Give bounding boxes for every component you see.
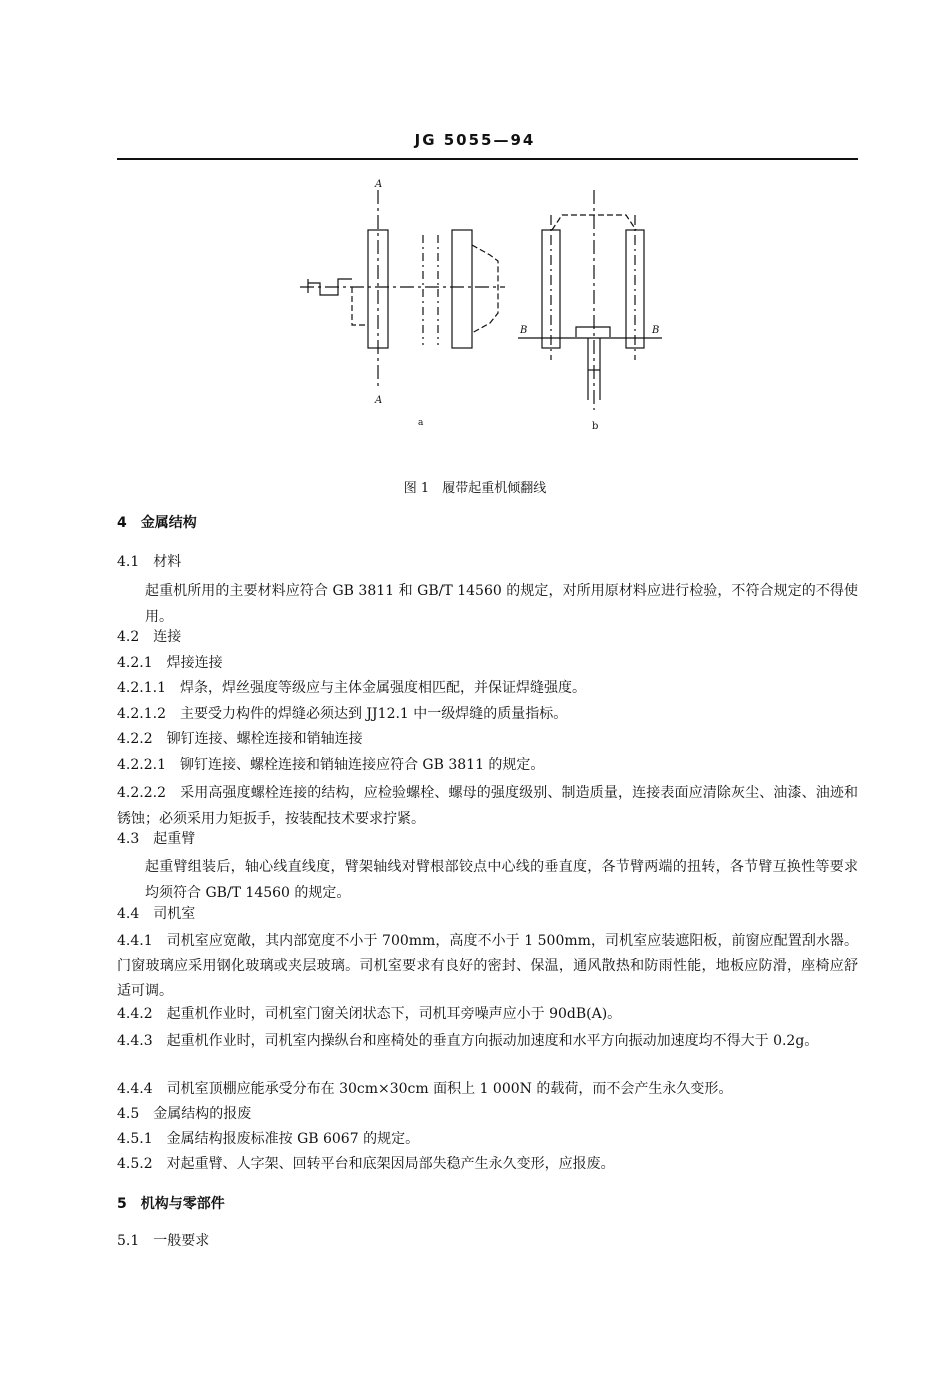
section-4-3-heading: 4.3 起重臂 bbox=[117, 831, 196, 847]
section-5-heading: 5 机构与零部件 bbox=[117, 1196, 225, 1212]
section-4-2-2-heading: 4.2.2 铆钉连接、螺栓连接和销轴连接 bbox=[117, 731, 363, 747]
document-code-header: JG 5055—94 bbox=[414, 131, 536, 149]
section-4-4-heading: 4.4 司机室 bbox=[117, 906, 196, 922]
label-b-right: B bbox=[652, 325, 660, 336]
section-4-3-paragraph: 起重臂组装后，轴心线直线度，臂架轴线对臂根部铰点中心线的垂直度，各节臂两端的扭转，各节臂互换性等要求均须符合 GB/T 14560 的规定。 bbox=[145, 859, 858, 901]
section-4-1-heading: 4.1 材料 bbox=[117, 554, 182, 570]
clause-4-4-3: 4.4.3 起重机作业时，司机室内操纵台和座椅处的垂直方向振动加速度和水平方向振动加速度均不得大于 0.2g。 bbox=[117, 1033, 819, 1049]
header-rule bbox=[117, 158, 858, 160]
clause-4-2-2-1: 4.2.2.1 铆钉连接、螺栓连接和销轴连接应符合 GB 3811 的规定。 bbox=[117, 757, 545, 773]
section-4-heading: 4 金属结构 bbox=[117, 515, 197, 531]
label-a-bottom: A bbox=[375, 395, 383, 406]
clause-4-2-1-2: 4.2.1.2 主要受力构件的焊缝必须达到 JJ12.1 中一级焊缝的质量指标。 bbox=[117, 706, 568, 722]
figure-caption: 图 1 履带起重机倾翻线 bbox=[403, 481, 547, 496]
clause-4-4-1: 4.4.1 司机室应宽敞，其内部宽度不小于 700mm，高度不小于 1 500mm，司机室应装遮阳板，前窗应配置刮水器。门窗玻璃应采用钢化玻璃或夹层玻璃。司机室要求有良好的密封、保温，通风散热和防雨性能，地板应防滑，座椅应舒适可调。 bbox=[117, 933, 858, 999]
section-4-1-paragraph: 起重机所用的主要材料应符合 GB 3811 和 GB/T 14560 的规定，对所用原材料应进行检验，不符合规定的不得使用。 bbox=[145, 583, 858, 625]
label-b-left: B bbox=[520, 325, 528, 336]
counterweight-outline-b bbox=[576, 327, 610, 337]
subfigure-a-label: a bbox=[418, 418, 424, 428]
boom-outline-a bbox=[472, 245, 498, 333]
section-4-2-1-heading: 4.2.1 焊接连接 bbox=[117, 655, 223, 671]
subfigure-b-label: b bbox=[592, 421, 599, 432]
clause-4-5-2: 4.5.2 对起重臂、人字架、回转平台和底架因局部失稳产生永久变形，应报废。 bbox=[117, 1156, 615, 1172]
track-right-a bbox=[452, 230, 472, 348]
clause-4-5-1: 4.5.1 金属结构报废标准按 GB 6067 的规定。 bbox=[117, 1131, 420, 1147]
clause-4-4-4: 4.4.4 司机室顶棚应能承受分布在 30cm×30cm 面积上 1 000N 的载荷，而不会产生永久变形。 bbox=[117, 1081, 733, 1097]
clause-4-2-2-2: 4.2.2.2 采用高强度螺栓连接的结构，应检验螺栓、螺母的强度级别、制造质量，连接表面应清除灰尘、油漆、油迹和锈蚀；必须采用力矩扳手，按装配技术要求拧紧。 bbox=[117, 785, 858, 827]
crawler-crane-tipping-line-figure bbox=[290, 175, 690, 435]
clause-4-4-2: 4.4.2 起重机作业时，司机室门窗关闭状态下，司机耳旁噪声应小于 90dB(A)。 bbox=[117, 1006, 622, 1022]
label-a-top: A bbox=[375, 179, 383, 190]
section-4-2-heading: 4.2 连接 bbox=[117, 629, 182, 645]
section-5-1-heading: 5.1 一般要求 bbox=[117, 1233, 210, 1249]
clause-4-2-1-1: 4.2.1.1 焊条，焊丝强度等级应与主体金属强度相匹配，并保证焊缝强度。 bbox=[117, 680, 586, 696]
counterweight-outline-a bbox=[352, 287, 368, 325]
section-4-5-heading: 4.5 金属结构的报废 bbox=[117, 1106, 252, 1122]
